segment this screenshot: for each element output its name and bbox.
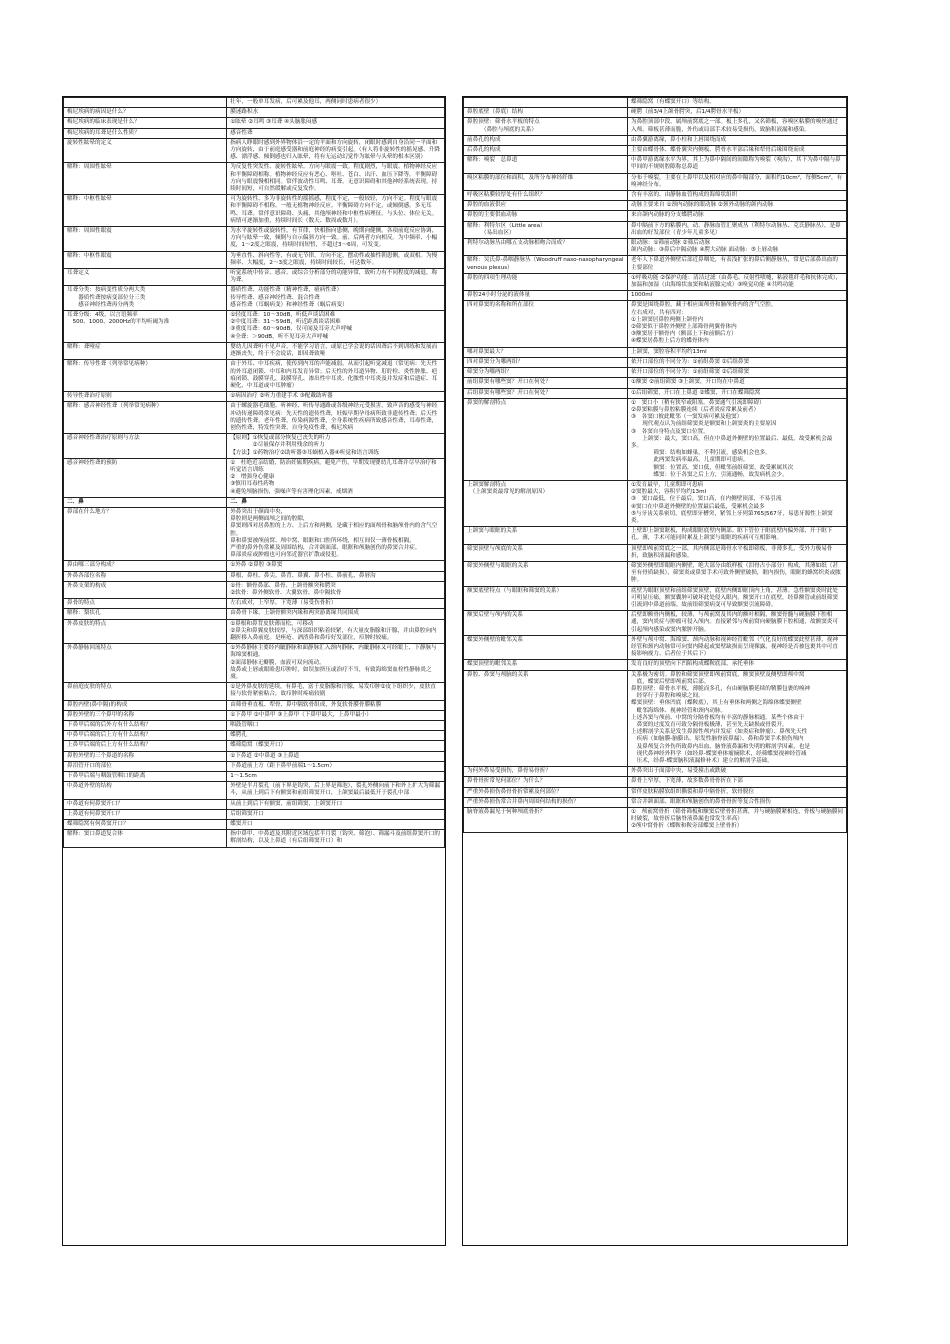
- table-row: [64, 227, 445, 252]
- table-row: [64, 581, 445, 598]
- answer-cell: 由鼻翼游离缘，鼻小柱和上唇围绕而成: [628, 135, 847, 145]
- question-cell: 解释：感音神经性聋（列举常见病种）: [64, 402, 227, 434]
- question-cell: 利特尔动脉丛由哪五支动脉相吻合而成？: [464, 239, 628, 256]
- table-row: [64, 251, 445, 268]
- answer-cell: 蝶筛隐窝（有蝶窦开口）等结构。: [628, 98, 847, 108]
- answer-cell: 外鼻突出于颜面中央， 鼻腔则是两侧面颅之间的腔隙， 鼻窦则四对居鼻腔的上方、上后方和两侧，是藏于相应的面颅骨和脑颅骨内的含气空腔。 鼻和鼻窦被颅前窝、颅中窝、眼眶和口腔所环绕，相互间仅一薄骨板相隔， 严重的鼻外伤常累及周围结构，合并颌面部、眼眶和颅脑创伤的鼻窦合并症。 鼻部炎症或肿瘤也可向邻近器官扩散或侵犯。: [227, 507, 445, 560]
- question-cell: 解释：周围性眩晕: [64, 163, 227, 195]
- answer-cell: 可为旋转性、多为非旋转性的摇摇感，程度不定，一般较轻，方向不定。程度与眼震和平衡障碍不相称。一般无植物神经反应。平衡障碍方向不定，或倾倒感。多无耳鸣、耳聋。常伴意识障碍、头痛、其他颅神经和中枢性病理征。与头位、体位无关。病情可逐渐加重，持续时间长（数天、数周或数月）。: [227, 195, 445, 227]
- table-row: [64, 751, 445, 761]
- question-cell: 上鼻道有何鼻窦开口？: [64, 809, 227, 819]
- table-row: [64, 721, 445, 731]
- answer-cell: 眼动脉：①筛前动脉 ②筛后动脉 颌内动脉：③鼻后中隔动脉 ④腭大动脉 面动脉：⑤上唇动脉: [628, 239, 847, 256]
- question-cell: 解释：中枢性眼震: [64, 251, 227, 268]
- answer-cell: 二．鼻: [227, 497, 445, 507]
- question-cell: 鼻骨骨折常见何部位？为什么？: [464, 777, 628, 787]
- answer-cell: ① 杜绝近亲结婚，防治妊娠期疾病，避免产伤，早期发现婴幼儿耳聋并尽早治疗和听觉语言训练 ② 增强身心健康 ③慎用耳毒性药物 ④避免颅脑损伤，强噪声等有害理化因素，戒烟酒: [227, 458, 445, 497]
- question-cell: 前鼻孔的构成: [464, 135, 628, 145]
- answer-cell: 左右成对，上窄厚，下宽薄（易受伤骨折）: [227, 599, 445, 609]
- table-row: [64, 772, 445, 782]
- table-row: [64, 128, 445, 138]
- question-cell: 呼吸区粘膜较厚处有什么组织？: [464, 191, 628, 201]
- answer-cell: 为垂直性、斜向性等，有或无节律，方向不定，摆动性或抽性朝患侧，或双相。为慢频率、大幅度，2～3度之眼震，持续时间较长，可达数年。: [227, 251, 445, 268]
- answer-cell: 上壁即上颌窦眶板，构成眼眶底壁内侧部。眶下管位于眶底壁内偏外部，开于眶下孔。薄，手术可能同时累及上颌窦与眼眶的疾病可互相影响。: [628, 527, 847, 544]
- question-cell: 解释：传导性聋（列举常见病种）: [64, 360, 227, 392]
- answer-cell: 依开口部位的不同分为：①前组鼻窦 ②后组鼻窦: [628, 357, 847, 367]
- question-cell: 中鼻甲后端的后上方有什么结构？: [64, 731, 227, 741]
- question-cell: 梅尼埃病的病因是什么？: [64, 108, 227, 118]
- question-cell: 筛窦外侧壁与眼眶的关系: [464, 561, 628, 586]
- question-cell: 鼻窦的解剖特点: [464, 398, 628, 480]
- table-row: [64, 799, 445, 809]
- table-row: [464, 273, 847, 290]
- question-cell: 传导性聋治疗原则: [64, 392, 227, 402]
- question-cell: 解释：梨状孔: [64, 609, 227, 619]
- question-cell: 蝶窦顶壁的毗邻关系: [464, 660, 628, 670]
- answer-cell: ①鼻根和鼻背皮肤薄而松，可移动 ②鼻尖和鼻翼皮肤较厚，与深部组织粘着较紧，有大量皮脂腺和汗腺，并由鼻腔向内翻折移入鼻前庭。是痤疮、酒渣鼻和鼻疖好发部位，疖肿时较痛。: [227, 619, 445, 644]
- table-row: [64, 782, 445, 799]
- answer-cell: 鼻中隔前下方的粘膜内，动、静脉血管汇聚成丛（利特尔动脉丛、克氏静脉丛），是鼻出血的好发部位（青少年儿童多见）: [628, 221, 847, 238]
- answer-cell: 底壁为眼眶顶壁和前组筛窦顶壁，底壁内侧即眶顶内上角，甚薄。急性额窦炎时此处可明显压痛，额窦囊肿可破坏此处侵入眼内。额窦开口在底壁，经鼻额管或前组筛窦引流到中鼻道前端。故前组筛窦病变可导致额窦引流障碍。: [628, 586, 847, 611]
- table-row: [64, 98, 445, 108]
- answer-cell: 含有丰富的、由静脉血管构成的海绵状组织: [628, 191, 847, 201]
- answer-cell: 硬腭（前3/4上颌骨腭突，后1/4腭骨水平板）: [628, 108, 847, 118]
- table-row: [464, 239, 847, 256]
- table-row: [464, 787, 847, 797]
- table-row: [464, 586, 847, 611]
- answer-cell: 指病人睁眼时感到外界物体沿一定的平面和方向旋转，闭眼时感到自身沿同一平面和方向旋转，由于前庭感受器和前庭神经的病变引起。（有人将非旋转性的摇晃感、升降感、漂浮感、倾倒感也归入眩晕，将有无运动幻觉作为眩晕与头晕的根本区别）: [227, 138, 445, 163]
- table-row: [464, 480, 847, 526]
- question-cell: 鼻腔、鼻窦与颅脑的关系: [464, 670, 628, 767]
- question-cell: 为何外鼻易受损伤，鼻骨易骨折？: [464, 767, 628, 777]
- answer-cell: 老年人下鼻道外侧壁后部近鼻咽处，有表浅扩张的鼻后侧静脉丛，常是后部鼻出血的主要部位: [628, 256, 847, 273]
- answer-cell: 下鼻道前上方（距下鼻甲前端1～1.5cm）: [227, 761, 445, 771]
- table-row: [464, 561, 847, 586]
- right-column: [462, 96, 848, 1246]
- answer-cell: 外鼻突出于面部中央，易受撞击或跌破: [628, 767, 847, 777]
- answer-cell: 1000ml: [628, 291, 847, 301]
- answer-cell: 鼻骨上窄厚，下宽薄，故多数鼻骨骨折在下部: [628, 777, 847, 787]
- table-row: [464, 767, 847, 777]
- question-cell: 蝶筛隐窝有何鼻窦开口？: [64, 820, 227, 830]
- table-row: [64, 561, 445, 571]
- answer-cell: 后组筛窦开口: [227, 809, 445, 819]
- question-cell: 解释：嗅裂 总鼻道: [464, 156, 628, 173]
- answer-cell: 后壁即额骨内侧板，较薄，与颅前窝及其内的额叶相隔，额窦骨髓与硬脑膜下腔相通，窦内炎症与肿瘤可侵入颅内。直接紧邻与颅前窝向硬脑膜下腔相通，故额窦炎可引起颅内感染或窦内脓肿开脑。: [628, 611, 847, 636]
- answer-cell: 分布于嗅裂，主要在上鼻甲以及相对应的鼻中隔部分，面积约10cm²，每侧5cm²，有嗅神经分布。: [628, 173, 847, 190]
- question-cell: 后组鼻窦有哪些窦？开口在何处？: [464, 388, 628, 398]
- answer-cell: ①额窦 ②前组筛窦 ③上颌窦，开口均在中鼻道: [628, 378, 847, 388]
- table-row: [64, 118, 445, 128]
- answer-cell: 婴幼儿因聋听不见声音，不能学习语言，或原已学会说的话因聋后不到训练和发展而逐渐丧失，终于不会说话，即因聋致哑: [227, 342, 445, 359]
- question-cell: 中鼻道有何鼻窦开口？: [64, 799, 227, 809]
- answer-cell: 外壁是半月裂孔（前下界是钩突，后上界是筛泡），裂孔外侧向前下和外上扩大为筛漏斗，从前上到后下有额窦和前组筛窦开口，上颌窦最后最低开于裂孔中部: [227, 782, 445, 799]
- table-row: [64, 138, 445, 163]
- table-row: [64, 311, 445, 343]
- left-qa-table: [63, 97, 445, 848]
- answer-cell: 来自颌内动脉的分支蝶腭动脉: [628, 211, 847, 221]
- question-cell: 蝶窦外侧壁的毗邻关系: [464, 635, 628, 660]
- answer-cell: 为反复性突发性、旋转性眩晕。方向与眼震一致。程度剧烈，与眼震、植物神经反应和平衡障碍相称。植物神经反应有恶心、呕吐、苍白、出汗、血压下降等。平衡障碍方向与眼震慢相相同。常伴波动性耳鸣、耳聋。无意识障碍和其他神经系统表现。持续时间短，可自然缓解或反复发作。: [227, 163, 445, 195]
- question-cell: 二．鼻: [64, 497, 227, 507]
- table-row: [64, 108, 445, 118]
- table-row: [64, 360, 445, 392]
- table-row: [64, 163, 445, 195]
- table-row: [64, 269, 445, 286]
- answer-cell: 从前上到后下有额窦，前组筛窦，上颌窦开口: [227, 799, 445, 809]
- question-cell: 外鼻皮肤的特点: [64, 619, 227, 644]
- table-row: [464, 291, 847, 301]
- question-cell: 额窦底壁特点（与眼眶和筛窦的关系）: [464, 586, 628, 611]
- table-row: [64, 619, 445, 644]
- answer-cell: 听觉系统中传音、感音、或综合分析部分的功能异常，致听力有不同程度的减退，称为聋。: [227, 269, 445, 286]
- table-row: [464, 256, 847, 273]
- table-row: [464, 347, 847, 357]
- answer-cell: 依开口部位的不同分为：①前组筛窦 ②后组筛窦: [628, 368, 847, 378]
- table-row: [464, 118, 847, 135]
- question-cell: 后鼻孔的构成: [464, 146, 628, 156]
- question-cell: 鼻腔的血液供应: [464, 201, 628, 211]
- question-cell: 感音神经性聋的预防: [64, 458, 227, 497]
- question-cell: 鼻腔24小时分泌的液体量: [464, 291, 628, 301]
- answer-cell: ①眩晕 ②耳鸣 ③耳聋 ④头脑胀闷感: [227, 118, 445, 128]
- table-row: [464, 797, 847, 807]
- answer-cell: 【原则】①恢复或部分恢复已丧失的听力 ②尽量保存并利用残余的听力 【方法】①药物治疗②助听器③耳蜗植入器④听觉和语言训练: [227, 434, 445, 459]
- table-row: [64, 700, 445, 710]
- table-row: [464, 398, 847, 480]
- question-cell: 鼻腔外壁的三个鼻甲的名称: [64, 710, 227, 720]
- answer-cell: 咽鼓管咽口: [227, 721, 445, 731]
- answer-cell: 中鼻甲游离缘水平为界，其上为鼻中隔间的间隙称为嗅裂（嗅沟），其下为鼻中隔与鼻甲间的不规则腔隙称总鼻道: [628, 156, 847, 173]
- right-qa-table: [463, 97, 847, 833]
- answer-cell: 鼻窦是围绕鼻腔，藏于相应面颅骨和脑颅骨内的含气空腔。 左右成对，共有四对： ①上颌窦居鼻腔两侧上颌骨内 ②筛窦似于鼻腔外侧壁上部筛骨两翼骨体内 ③额窦居于额骨内（额部上下和前额后方） ④蝶窦居鼻腔上后方的蝶骨体内: [628, 301, 847, 347]
- answer-cell: 蝶腭孔: [227, 731, 445, 741]
- answer-cell: 关系极为密切。鼻腔和筛窦顶壁即颅前窝底，额窦顶壁及侧壁即颅中窝 底，蝶窦后壁即颅前窝后部。 鼻腔顶壁：筛骨水平板，薄脆而多孔，有由硬脑膜延续的鞘膜包裹的嗅神 经穿行于鼻腔和嗅球之间。 蝶窦顶壁：垂体凹底（蝶鞍底），其上有垂体和两侧之海绵体蝶窦侧壁 毗邻海绵体、视神经管和颈内动脉。 上述各窦与颅前、中窝的分隔骨板均有丰富的静脉相通。某些个体由于 鼻窦的过度发育可致分隔骨板极薄，甚至先天缺损或骨裂开。 上述解剖学关系是发生鼻源性颅内并发症（如炎症和肿瘤）、鼻颅先天性 疾病（如脑膜-脑膨出、原发性脑脊液鼻漏）、鼻和鼻窦手术损伤颅内 及鼻颅复合外伤所致鼻内出血、脑脊液鼻漏和失明的解剖学因素，也是 现代鼻神经外科学（如经鼻-蝶窦垂体瘤摘除术，经筛蝶窦视神经管减 压术，经鼻-蝶窦脑积液漏修补术）建立的解剖学基础。: [628, 670, 847, 767]
- question-cell: [464, 98, 628, 108]
- answer-cell: 常合并颌面部、眼眶和颅脑创伤的鼻骨骨折等复合性损伤: [628, 797, 847, 807]
- table-row: [64, 609, 445, 619]
- answer-cell: 为鼻腔顶部中段，属颅前窝底之一部。板上多孔，又名筛板，容嗅区粘膜的嗅丝通过入颅。筛板甚薄而脆，外伤或局部手术较易受损伤，致脑积液漏和感染。: [628, 118, 847, 135]
- answer-cell: ① 颅前窝骨折（筛骨筛板和额窦后壁骨折甚薄，并与硬脑膜紧相连，骨板与硬脑膜同时破裂，故骨折后脑脊液鼻漏也常发生率高） ②颅中窝骨折（蝶鞍和鞍旁部蝶窦上壁骨折）: [628, 808, 847, 833]
- question-cell: 感音神经性聋治疗原则与方法: [64, 434, 227, 459]
- table-row: [464, 135, 847, 145]
- answer-cell: 1～1.5cm: [227, 772, 445, 782]
- question-cell: 鼻由哪三部分构成？: [64, 561, 227, 571]
- answer-cell: ①后组筛窦，开口在上鼻道 ②蝶窦，开口在蝶筛隐窝: [628, 388, 847, 398]
- table-row: [64, 830, 445, 847]
- question-cell: 鼻腔内壁(鼻中隔)的构成: [64, 700, 227, 710]
- question-cell: 梅尼埃病的耳聋是什么性质？: [64, 128, 227, 138]
- table-row: [64, 195, 445, 227]
- answer-cell: ①呼吸功能 ②保护功能：清洁过滤（由鼻毛、反射性喷嚏，粘液毯纤毛和抗体完成），加温和加湿（由海绵状血窦和粘液腺完成）③嗅觉功能 ④共鸣功能: [628, 273, 847, 290]
- answer-cell: ①是外鼻皮肤的延续，有鼻毛，富于皮脂腺和汗腺，易发疖肿②皮下组织少，皮肤直接与软骨紧密粘合，故疖肿时疼痛较剧: [227, 683, 445, 700]
- question-cell: 鼻腔的主要供血动脉: [464, 211, 628, 221]
- table-row: [464, 670, 847, 767]
- answer-cell: 外壁与颅中窝、海绵窦、颈内动脉和视神经管毗邻（气化良好的蝶窦此壁甚薄，视神经管和颈内动脉常可向窦内隆起或窦壁缺损而呈现裸露，视神经是否被包裹其中可直接影响视力、后者位于其后下）: [628, 635, 847, 660]
- answer-cell: ①骨：额骨鼻部、鼻骨、上颌骨额突和腭突 ②软骨：鼻外侧软骨、大翼软骨、鼻中隔软骨: [227, 581, 445, 598]
- question-cell: 外鼻支架的构成: [64, 581, 227, 598]
- answer-cell: ①轻度耳聋：10～30dB，听低声谈话困难 ②中度耳聋：31～59dB，听近距离谈话困难 ③重度耳聋：60～90dB，仅可闻及耳旁大声呼喊 ④全聋：＞90dB，听不见耳旁大声呼喊: [227, 311, 445, 343]
- question-cell: 哪对鼻窦最大？: [464, 347, 628, 357]
- table-row: [464, 146, 847, 156]
- question-cell: 筛窦顶壁与颅底的关系: [464, 544, 628, 561]
- question-cell: 耳聋分级：4级，以言语频率 500、1000、2000Hz的平均听阈为准: [64, 311, 227, 343]
- question-cell: 上颌窦解剖特点 （上颌窦炎最常见的解剖原因）: [464, 480, 628, 526]
- table-row: [464, 527, 847, 544]
- question-cell: 四对鼻窦分为哪两组？: [464, 357, 628, 367]
- table-row: [64, 731, 445, 741]
- question-cell: 鼻腔的四项生理功能: [464, 273, 628, 290]
- question-cell: 解释：周围性眼震: [64, 227, 227, 252]
- table-row: [64, 342, 445, 359]
- answer-cell: 由筛骨垂直板、犁骨、鼻中隔软骨组成，外复软骨膜骨膜粘膜: [227, 700, 445, 710]
- table-row: [464, 544, 847, 561]
- table-row: [464, 98, 847, 108]
- question-cell: 旋转性眩晕的定义: [64, 138, 227, 163]
- question-cell: [64, 98, 227, 108]
- table-row: [464, 635, 847, 660]
- table-row: [464, 808, 847, 833]
- table-row: [464, 201, 847, 211]
- answer-cell: 发育良好的顶壁向下凹陷构成蝶鞍底部，承托垂体: [628, 660, 847, 670]
- table-row: [64, 497, 445, 507]
- table-row: [464, 108, 847, 118]
- table-row: [64, 683, 445, 700]
- table-row: [464, 301, 847, 347]
- table-row: [64, 644, 445, 683]
- question-cell: 筛窦分为哪两组？: [464, 368, 628, 378]
- answer-cell: 壮年，一般单耳发病，后可累及他耳，两侧同时患病者很少）: [227, 98, 445, 108]
- answer-cell: 由于外耳、中耳疾病，使传到内耳的声能减弱，从而引起听觉减退（常见病：先天性的外耳道闭锁、中耳和内耳发育异常；后天性的外耳道异物、耵聍栓、炎性肿胀、疤痕闭锁、鼓膜穿孔，鼓膜穿孔、渗出性中耳炎、化脓性中耳炎及并发症和后遗症、耳硬化、中耳道或中耳肿瘤）: [227, 360, 445, 392]
- table-row: [64, 507, 445, 560]
- answer-cell: 筛窦外侧壁即眼眶内侧壁，绝大部分由纸样板（泪骨占小部分）构成，其薄如纸（甚至有骨质缺损），筛窦炎或鼻窦手术可致外侧壁破损，眶内损伤，眼眶的蜂窝织炎或脓肿。: [628, 561, 847, 586]
- question-cell: 脑脊液鼻漏见于何种颅底骨折？: [464, 808, 628, 833]
- table-row: [464, 357, 847, 367]
- question-cell: 解释：吴氏鼻-鼻咽静脉丛（Woodruff naso-nasopharyngeal venous plexus）: [464, 256, 628, 273]
- table-row: [464, 156, 847, 173]
- answer-cell: ① 窦口小（稍有狭窄或阻塞，鼻窦通气引流即障碍） ②鼻窦粘膜与鼻腔粘膜连续（后者炎症常累及前者） ③ 各窦口彼此毗邻（一窦发病可累及他窦） 现代观点认为前组筛窦炎是额窦和上颌窦炎的主要原因 ③ 各窦自身特点及窦口位置。 上颌窦：最大，窦口高，但在中鼻道外侧壁的位置最后、最低，故受累机会最多。 筛窦：结构如蜂巢，不利引流，感染机会也多。 此两窦发病率最高，儿童期即可患病。 额窦：位置高，窦口低，但毗邻前组筛窦，故受累属其次 蝶窦：位于各窦之后上方，引流通畅，故发病机会少。: [628, 398, 847, 480]
- table-row: [464, 173, 847, 190]
- table-row: [464, 378, 847, 388]
- question-cell: 鼻泪管开口的部位: [64, 761, 227, 771]
- answer-cell: ①下鼻道 ②中鼻道 ③上鼻道: [227, 751, 445, 761]
- answer-cell: ①下鼻甲 ②中鼻甲 ③上鼻甲（下鼻甲最大，上鼻甲最小）: [227, 710, 445, 720]
- answer-cell: 鼻根、鼻柱、鼻尖、鼻背、鼻翼、鼻小柱、鼻前孔、鼻唇沟: [227, 571, 445, 581]
- table-row: [64, 741, 445, 751]
- question-cell: 解释：窦口鼻道复合体: [64, 830, 227, 847]
- table-row: [64, 286, 445, 311]
- answer-cell: 蝶窦开口: [227, 820, 445, 830]
- question-cell: 鼻前庭皮肤的特点: [64, 683, 227, 700]
- table-row: [64, 402, 445, 434]
- question-cell: 鼻部在什么地方？: [64, 507, 227, 560]
- question-cell: 耳聋定义: [64, 269, 227, 286]
- table-row: [464, 388, 847, 398]
- answer-cell: 感音性聋: [227, 128, 445, 138]
- question-cell: 解释：聋哑症: [64, 342, 227, 359]
- table-row: [464, 611, 847, 636]
- answer-cell: ①病因治疗 ②听力重建手术 ③配戴助听器: [227, 392, 445, 402]
- question-cell: 严重外鼻损伤常合并鼻内周围何结构的损伤？: [464, 797, 628, 807]
- question-cell: 外鼻各部位名称: [64, 571, 227, 581]
- question-cell: 梅尼埃病的临床表现是什么？: [64, 118, 227, 128]
- question-cell: 鼻骨的特点: [64, 599, 227, 609]
- question-cell: 前组鼻窦有哪些窦？开口在何处？: [464, 378, 628, 388]
- answer-cell: 上颌窦，窦腔容积平均约13ml: [628, 347, 847, 357]
- table-row: [64, 710, 445, 720]
- table-row: [64, 571, 445, 581]
- question-cell: 鼻腔顶壁：筛骨水平板的特点 （鼻腔与颅底的关系）: [464, 118, 628, 135]
- answer-cell: 为水平旋转性或旋转性，有节律，快相指向患侧，晚期向健侧。各项前庭反应协调，方向与眩晕一致，倾倒与自示偏斜方向一致。前、后两者方向相反。为中频率、小幅度，1～2度之眼震，持续时间短暂，不超过3～6周，可发变。: [227, 227, 445, 252]
- table-row: [464, 221, 847, 238]
- answer-cell: 常伴皮肤粘膜软组织撕裂和鼻中隔骨折，软骨脱位: [628, 787, 847, 797]
- question-cell: 耳聋分类：按病变性质分两大类 器质性聋按病变部位分三类 感音神经性聋再分两类: [64, 286, 227, 311]
- answer-cell: 动脉主要来自 ①颈内动脉的眼动脉 ②颈外动脉的颌内动脉: [628, 201, 847, 211]
- table-row: [64, 820, 445, 830]
- answer-cell: 膜迷路积水: [227, 108, 445, 118]
- answer-cell: 蝶筛隐窝（蝶窦开口）: [227, 741, 445, 751]
- question-cell: 四对鼻窦的名称和所在部位: [464, 301, 628, 347]
- table-row: [464, 660, 847, 670]
- answer-cell: ①外鼻 ②鼻腔 ③鼻窦: [227, 561, 445, 571]
- answer-cell: 顶壁即颅前窝底之一部，其内侧部是筛骨水平板即筛板，非薄多孔，受外力极易骨折，致脑积液漏和感染。: [628, 544, 847, 561]
- table-row: [464, 191, 847, 201]
- question-cell: 中鼻道外壁的结构: [64, 782, 227, 799]
- table-row: [64, 761, 445, 771]
- question-cell: 下鼻甲后端的后外方有什么结构？: [64, 721, 227, 731]
- table-row: [64, 458, 445, 497]
- question-cell: 上颌窦与眼眶的关系: [464, 527, 628, 544]
- answer-cell: 由鼻骨下缘、上颌骨额突内缘和两突游离缘共同围成: [227, 609, 445, 619]
- question-cell: 鼻腔外壁的三个鼻道的名称: [64, 751, 227, 761]
- question-cell: 解释：中枢性眩晕: [64, 195, 227, 227]
- answer-cell: 由于螺旋器毛细胞、听神经、听传导通路或各级神经元受损害，致声音的感受与神经冲动传递障碍常见病：先天性的遗传性聋，妊娠早期孕母病所致非遗传性聋；后天性的遗传性聋，老年性聋，传染病源性聋，全身系统性疾病所致感音性聋，耳毒性聋，创伤性聋，特发性突聋，自身免疫性聋，梅尼埃病: [227, 402, 445, 434]
- table-row: [464, 368, 847, 378]
- left-column: [62, 96, 446, 1246]
- table-row: [464, 211, 847, 221]
- question-cell: 额窦后壁与颅内的关系: [464, 611, 628, 636]
- table-row: [64, 809, 445, 819]
- answer-cell: 主要由蝶骨体、蝶骨翼突内侧板、腭骨水平部后缘和犁骨后缘围绕而成: [628, 146, 847, 156]
- table-row: [64, 392, 445, 402]
- answer-cell: 指中鼻甲、中鼻道及其附近区域包括半月裂（钩突、筛泡）、筛漏斗及前组鼻窦开口的解剖结构，以及上鼻道（有后组筛窦开口）和: [227, 830, 445, 847]
- question-cell: 鼻腔底壁（鼻底）结构: [464, 108, 628, 118]
- question-cell: 严重外鼻损伤鼻骨骨折常累及何部位？: [464, 787, 628, 797]
- question-cell: 嗅区粘膜的部位和面积，及所分布神经纤维: [464, 173, 628, 190]
- question-cell: 下鼻甲后端与咽鼓管咽口的距离: [64, 772, 227, 782]
- question-cell: 外鼻静脉回流特点: [64, 644, 227, 683]
- table-row: [64, 599, 445, 609]
- table-row: [64, 434, 445, 459]
- answer-cell: ①外鼻静脉主要经内眦静脉和面静脉汇入颈内静脉，内眦静脉又可经眼上、下静脉与海绵窦相通。 ②面部静脉无瓣膜，血液可双向流动。 故鼻或上唇或眼睑患疖肿时，如误加挤压或治疗不当，有致海绵窦血栓性静脉炎之虞。: [227, 644, 445, 683]
- question-cell: 上鼻甲后端的后上方有什么结构？: [64, 741, 227, 751]
- question-cell: 解释：利特尔区（Little area） （易出血区）: [464, 221, 628, 238]
- answer-cell: ①发育最早，儿童期即可患病 ②窦腔最大，容积平均约13ml ③ 窦口最低，位于最后，窦口高，在内侧壁顶部，不易引流 ④窦口在中鼻道外侧壁的位置最后最低，受累机会最多 ⑤与牙齿关系密切，底壁即牙槽突，紧邻上牙列第765|567牙，易患牙源性上颌窦炎。: [628, 480, 847, 526]
- table-row: [464, 777, 847, 787]
- answer-cell: 器质性聋、功能性聋（精神性聋，癔病性聋） 传导性聋、感音神经性聋、混合性聋 感音性聋（耳蜗病变）和神经性聋（蜗后病变）: [227, 286, 445, 311]
